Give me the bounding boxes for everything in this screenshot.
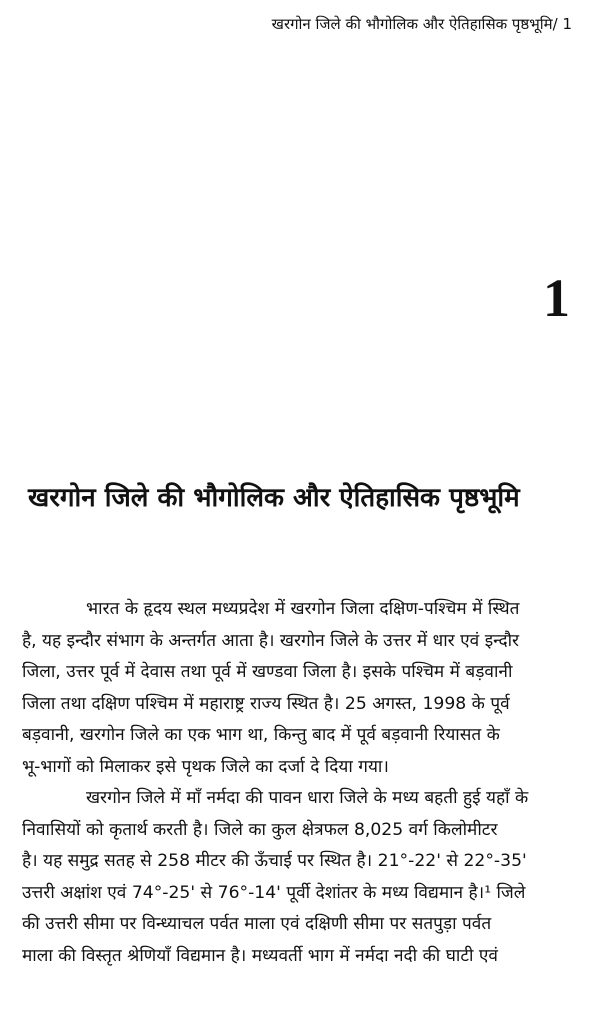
text-line: भारत के हृदय स्थल मध्यप्रदेश में खरगोन जिला दक्षिण-पश्चिम में स्थित	[86, 599, 520, 619]
text-line: खरगोन जिले में माँ नर्मदा की पावन धारा जिले के मध्य बहती हुई यहाँ के	[86, 788, 529, 808]
paragraph-2	[22, 783, 584, 972]
text-line: है, यह इन्दौर संभाग के अन्तर्गत आता है। खरगोन जिले के उत्तर में धार एवं इन्दौर	[22, 630, 520, 651]
chapter-number: 1	[543, 268, 570, 328]
running-header: खरगोन जिले की भौगोलिक और ऐतिहासिक पृष्ठभूमि/ 1	[271, 15, 572, 33]
text-line: की उत्तरी सीमा पर विन्ध्याचल पर्वत माला एवं दक्षिणी सीमा पर सतपुड़ा पर्वत	[22, 914, 492, 934]
text-line: निवासियों को कृतार्थ करती है। जिले का कुल क्षेत्रफल 8,025 वर्ग किलोमीटर	[22, 819, 498, 840]
text-line: भू-भागों को मिलाकर इसे पृथक जिले का दर्जा दे दिया गया।	[22, 756, 389, 777]
text-line: बड़वानी, खरगोन जिले का एक भाग था, किन्तु बाद में पूर्व बड़वानी रियासत के	[22, 725, 500, 745]
text-line: जिला, उत्तर पूर्व में देवास तथा पूर्व में खण्डवा जिला है। इसके पश्चिम में बड़वानी	[22, 662, 513, 682]
text-line: है। यह समुद्र सतह से 258 मीटर की ऊँचाई पर स्थित है। 21°-22' से 22°-35'	[22, 851, 527, 871]
paragraph-1	[22, 594, 584, 783]
text-line: जिला तथा दक्षिण पश्चिम में महाराष्ट्र राज्य स्थित है। 25 अगस्त, 1998 के पूर्व	[22, 693, 510, 714]
chapter-title: खरगोन जिले की भौगोलिक और ऐतिहासिक पृष्ठभूमि	[28, 483, 520, 513]
body-text	[22, 594, 584, 972]
text-line: उत्तरी अक्षांश एवं 74°-25' से 76°-14' पूर्वी देशांतर के मध्य विद्यमान है।¹ जिले	[22, 882, 526, 903]
text-line: माला की विस्तृत श्रेणियाँ विद्यमान है। मध्यवर्ती भाग में नर्मदा नदी की घाटी एवं	[22, 945, 498, 966]
